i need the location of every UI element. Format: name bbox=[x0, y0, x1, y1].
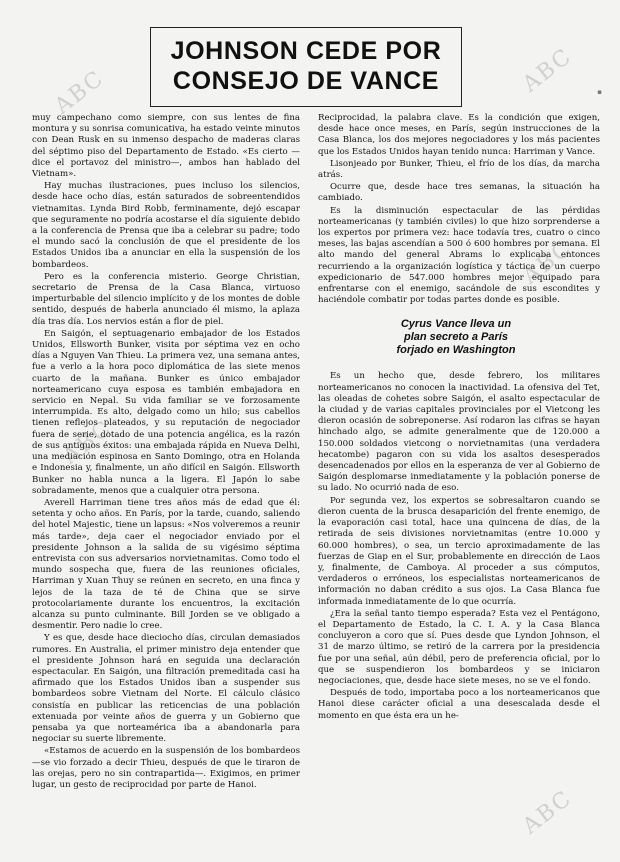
paragraph: Y es que, desde hace dieciocho días, circulan demasiados rumores. En Australia, el primer ministro deja entender que el presidente Johnson hará en seguida una declaración espectacular. En Saigón, una filtración premeditada casi ha afirmado que los Estados Unidos iban a suspender sus bombardeos sobre Vietnam del Norte. El cálculo clásico consistía en publicar las reticencias de una población extenuada por veinte años de guerra y un Gobierno que pensaba ya que norteamérica iba a abandonarla para negociar su suerte libremente. bbox=[32, 633, 300, 745]
subheadline-line-2: plan secreto a París bbox=[404, 331, 508, 344]
watermark-bottom-right: ABC bbox=[518, 785, 578, 840]
paragraph: ¿Era la señal tanto tiempo esperada? Esta vez el Pentágono, el Departamento de Estado, la C. I. A. y la Casa Blanca concluyeron a coro que sí. Pues desde que Lyndon Johnson, el 31 de marzo último, se retiró de la carrera por la presidencia fue por una señal, aún débil, pero de preferencia oficial, por lo que se suspendieron los bombardeos y se iniciaron negociaciones, que, desde hace siete meses, no se ve el fondo. bbox=[318, 608, 600, 686]
subheadline-line-1: Cyrus Vance lleva un bbox=[400, 318, 512, 331]
headline-line-1: JOHNSON CEDE POR bbox=[170, 37, 442, 65]
paragraph: Ocurre que, desde hace tres semanas, la situación ha cambiado. bbox=[318, 182, 600, 204]
subheadline-box bbox=[356, 318, 556, 357]
watermark-top-left: ABC bbox=[50, 65, 110, 120]
headline-line-2: CONSEJO DE VANCE bbox=[172, 67, 440, 95]
left-column bbox=[32, 113, 300, 792]
right-column bbox=[318, 113, 600, 723]
paragraph: Por segunda vez, los expertos se sobresaltaron cuando se dieron cuenta de la brusca desaparición del frente enemigo, de la evaporación casi total, hace una quincena de días, de la retirada de seis divisiones norvietnamitas (entre 10.000 y 60.000 hombres), o sea, un tercio aproximadamente de las fuerzas de Giap en el Sur, probablemente en dirección de Laos y, finalmente, de Camboya. Al proceder a sus cómputos, verdaderos o erróneos, los especialistas norteamericanos de información no daban crédito a sus ojos. La Casa Blanca fue informada inmediatamente de lo que ocurría. bbox=[318, 495, 600, 607]
paragraph: Reciprocidad, la palabra clave. Es la condición que exigen, desde hace once meses, en París, según instrucciones de la Casa Blanca, los dos mejores negociadores y los más pacientes que los Estados Unidos hayan tenido nunca: Harriman y Vance. bbox=[318, 113, 600, 157]
watermark-mid-left: ABC bbox=[58, 415, 118, 470]
subheadline-line-3: forjado en Washington bbox=[396, 344, 516, 357]
paragraph: Es un hecho que, desde febrero, los militares norteamericanos no conocen la inactividad. La ofensiva del Tet, las oleadas de cohetes sobre Saigón, el asalto espectacular de la ciudad y de varias capitales provinciales por el Vietcong les dieron ocasión de sobreponerse. Así rodaron las cifras se hayan hinchado algo, se admite generalmente que de 120.000 a 150.000 soldados vietcong o norvietnamitas (una verdadera hecatombe) pagaron con su vida los asaltos desesperados desencadenados por ellos en la esperanza de ver al Gobierno de Saigón desplomarse inmediatamente y la población ponerse de su lado. No ocurrió nada de eso. bbox=[318, 371, 600, 494]
watermark-top-right: ABC bbox=[518, 43, 578, 98]
paragraph: Hay muchas ilustraciones, pues incluso los silencios, desde hace ocho días, están saturados de sobreentendidos vietnamitas. Lynda Bird Robb, ferminamente, dejó escapar que seguramente no podría acostarse el día siguiente debido a la conferencia de Prensa que iba a celebrar su padre; todo el mundo sacó la conclusión de que el presidente de los Estados Unidos iba a anunciar en ella la suspensión de los bombardeos. bbox=[32, 181, 300, 270]
paragraph: Después de todo, importaba poco a los norteamericanos que Hanoi diese carácter oficial a una desescalada desde el momento en que ésta era un he- bbox=[318, 688, 600, 721]
watermark-mid-right: ABC bbox=[518, 235, 578, 290]
headline-box bbox=[150, 27, 462, 107]
paragraph: Pero es la conferencia misterio. George Christian, secretario de Prensa de la Casa Blanca, virtuoso imperturbable del silencio implícito y de los montes de doble sentido, después de haberla anunciado él mismo, la aplaza día tras día. Los nervios están a flor de piel. bbox=[32, 271, 300, 327]
subheadline bbox=[356, 318, 556, 357]
paragraph: En Saigón, el septuagenario embajador de los Estados Unidos, Ellsworth Bunker, visita por séptima vez en ocho días a Nguyen Van Thieu. La primera vez, una semana antes, fue a verlo a la hora poco diplomática de las siete menos cuarto de la mañana. Bunker es único embajador norteamericano cuya esposa es también embajadora en servicio en Nepal. Su vida familiar se ve forzosamente interrumpida. Es alto, delgado como un hilo; sus cabellos tienen reflejos plateados, y su reputación de negociador fuera de serie, dotado de una potencia angélica, es la razón de sus antiguos éxitos: una embajada rápida en Nueva Delhi, una mediación espinosa en Santo Domingo, otra en Holanda e Indonesia y, finalmente, un año difícil en Saigón. Ellsworth Bunker no habla nunca a la ligera. El Japón lo sabe sobradamente, menos que a cualquier otra persona. bbox=[32, 328, 300, 496]
paragraph: muy campechano como siempre, con sus lentes de fina montura y su sonrisa comunicativa, ha estado veinte minutos con Dean Rusk en su inmenso despacho de maderas claras del séptimo piso del Departamento de Estado. «Es cierto —dice el portavoz del ministro—, ambos han hablado del Vietnam». bbox=[32, 113, 300, 180]
paragraph: Averell Harriman tiene tres años más de edad que él: setenta y ocho años. En París, por la tarde, cuando, saliendo del hotel Majestic, tiene un lapsus: «Nos volveremos a reunir más tarde», deja caer el negociador enviado por el presidente Johnson a la salida de su vigésimo séptima entrevista con sus adversarios norvietnamitas. Como todo el mundo sospecha que, fuera de las reuniones oficiales, Harriman y Xuan Thuy se reúnen en secreto, en una finca y lejos de la taza de té de China que se sirve protocolariamente durante los encuentros, la excitación alcanza su punto culminante. Bill Jorden se ve obligado a desmentir. Pero nadie lo cree. bbox=[32, 497, 300, 632]
paragraph: Es la disminución espectacular de las pérdidas norteamericanas (y también civiles) lo que hizo sorprenderse a los expertos por primera vez: hace todavía tres, cuatro o cinco meses, las bajas ascendían a 500 ó 600 hombres por semana. El alto mando del general Abrams lo explicaba entonces recurriendo a la organización logística y táctica de un cuerpo expedicionario de 547.000 hombres mejor equipado para enfrentarse con el enemigo, sacándole de sus escondites y haciéndole combatir por todas partes donde es posible. bbox=[318, 205, 600, 306]
paragraph: Lisonjeado por Bunker, Thieu, el frío de los días, da marcha atrás. bbox=[318, 158, 600, 181]
corner-mark: ▪ bbox=[597, 88, 602, 96]
paragraph: «Estamos de acuerdo en la suspensión de los bombardeos —se vio forzado a decir Thieu, después de que le tiraron de las orejas, pero no sin contrapartida—. Exigimos, en primer lugar, un gesto de reciprocidad por parte de Hanoi. bbox=[32, 746, 300, 790]
headline bbox=[151, 28, 461, 96]
